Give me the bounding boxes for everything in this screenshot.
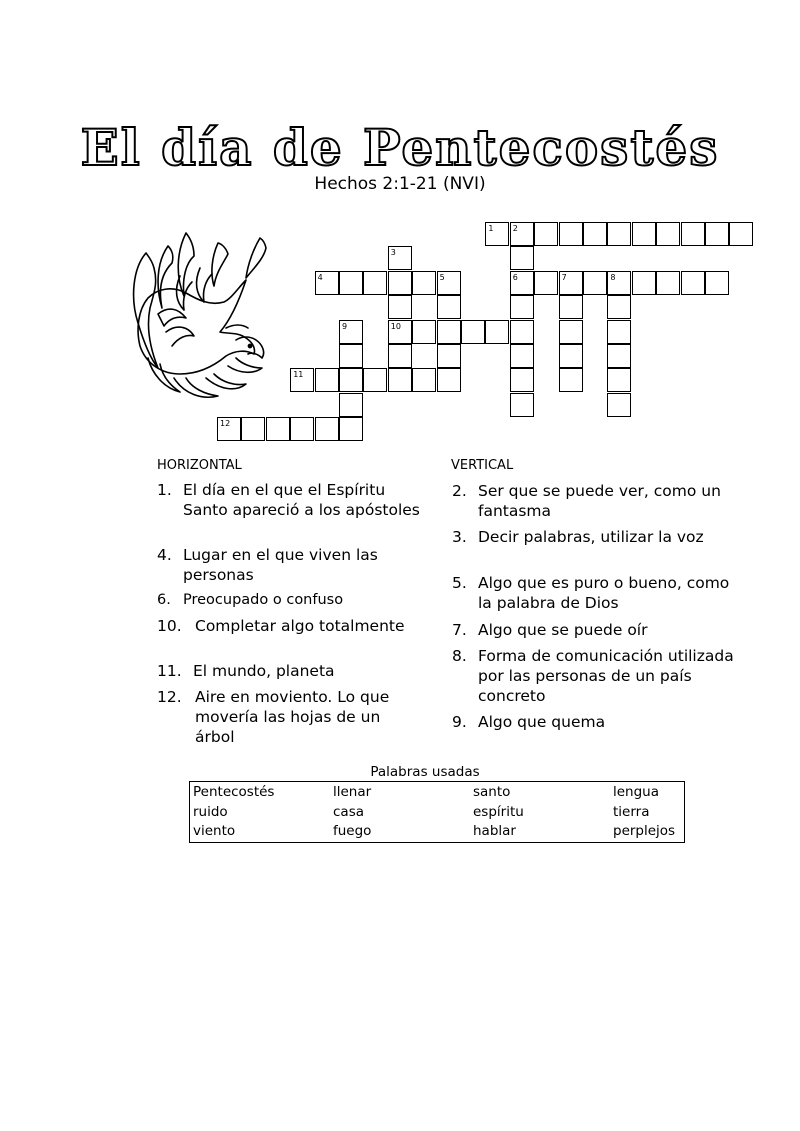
clue-vertical-7: [452, 620, 742, 640]
cell-number: 2: [512, 224, 518, 233]
clue-text: Algo que quema: [478, 713, 606, 731]
cell-number: 1: [488, 224, 494, 233]
crossword-grid: [0, 0, 800, 460]
page-subtitle: Hechos 2:1-21 (NVI): [314, 174, 486, 194]
crossword-cell[interactable]: [607, 222, 631, 246]
crossword-cell[interactable]: [534, 271, 558, 295]
horizontal-heading: HORIZONTAL: [157, 458, 242, 473]
crossword-cell[interactable]: [607, 271, 631, 295]
crossword-cell[interactable]: [534, 222, 558, 246]
word-bank-title: Palabras usadas: [370, 764, 480, 780]
crossword-cell[interactable]: [388, 344, 412, 368]
clue-text: Aire en moviento. Lo que movería las hojas de un árbol: [195, 688, 390, 746]
crossword-cell[interactable]: [485, 222, 509, 246]
crossword-cell[interactable]: [510, 368, 534, 392]
clue-number: 6.: [157, 592, 171, 608]
clue-text: Completar algo totalmente: [195, 617, 405, 635]
word-bank-table: [189, 781, 685, 843]
crossword-cell[interactable]: [656, 222, 680, 246]
word-bank-cell: perplejos: [613, 823, 676, 839]
crossword-cell[interactable]: [290, 368, 314, 392]
clue-number: 4.: [157, 546, 172, 564]
crossword-cell[interactable]: [290, 417, 314, 441]
crossword-cell[interactable]: [607, 344, 631, 368]
crossword-cell[interactable]: [217, 417, 241, 441]
crossword-cell[interactable]: [559, 344, 583, 368]
crossword-cell[interactable]: [388, 320, 412, 344]
crossword-cell[interactable]: [583, 271, 607, 295]
crossword-cell[interactable]: [315, 417, 339, 441]
vertical-heading: VERTICAL: [451, 458, 514, 473]
crossword-cell[interactable]: [339, 393, 363, 417]
crossword-cell[interactable]: [266, 417, 290, 441]
clue-text: Lugar en el que viven las personas: [183, 546, 378, 584]
crossword-cell[interactable]: [485, 320, 509, 344]
cell-number: 6: [512, 272, 518, 282]
clue-vertical-5: [452, 573, 742, 613]
page-title: El día de Pentecostés: [80, 118, 720, 177]
crossword-cell[interactable]: [388, 295, 412, 319]
clue-text: Ser que se puede ver, como un fantasma: [478, 482, 721, 520]
crossword-cell[interactable]: [607, 320, 631, 344]
crossword-cell[interactable]: [705, 271, 729, 295]
clue-number: 8.: [452, 647, 467, 665]
clue-number: 5.: [452, 574, 467, 592]
word-bank-cell: casa: [333, 804, 365, 820]
clue-number: 3.: [452, 528, 467, 546]
crossword-cell[interactable]: [241, 417, 265, 441]
crossword-cell[interactable]: [510, 246, 534, 270]
clue-text: Algo que se puede oír: [478, 621, 648, 639]
clue-horizontal-6: [157, 590, 427, 610]
clue-horizontal-1: [157, 480, 427, 520]
clue-number: 12.: [157, 688, 182, 706]
clue-horizontal-11: [157, 661, 427, 681]
cell-number: 11: [293, 370, 304, 380]
cell-number: 9: [342, 321, 348, 331]
clue-text: Decir palabras, utilizar la voz: [478, 528, 704, 546]
crossword-cell[interactable]: [607, 393, 631, 417]
crossword-cell[interactable]: [363, 271, 387, 295]
crossword-cell[interactable]: [510, 295, 534, 319]
word-bank-cell: espíritu: [473, 804, 524, 820]
clue-text: Algo que es puro o bueno, como la palabra de Dios: [478, 574, 730, 612]
crossword-cell[interactable]: [339, 417, 363, 441]
crossword-cell[interactable]: [437, 320, 461, 344]
crossword-cell[interactable]: [339, 344, 363, 368]
crossword-cell[interactable]: [315, 368, 339, 392]
crossword-cell[interactable]: [363, 368, 387, 392]
crossword-cell[interactable]: [656, 271, 680, 295]
crossword-cell[interactable]: [388, 271, 412, 295]
crossword-cell[interactable]: [510, 320, 534, 344]
clue-number: 1.: [157, 481, 172, 499]
clue-text: El mundo, planeta: [193, 662, 335, 680]
crossword-cell[interactable]: [388, 368, 412, 392]
clue-vertical-2: [452, 481, 742, 521]
clue-number: 2.: [452, 482, 467, 500]
crossword-cell[interactable]: [559, 222, 583, 246]
crossword-cell[interactable]: [315, 271, 339, 295]
cell-number: 3: [390, 248, 396, 258]
clue-number: 9.: [452, 713, 467, 731]
word-bank-cell: Pentecostés: [193, 784, 275, 800]
crossword-cell[interactable]: [583, 222, 607, 246]
crossword-cell[interactable]: [607, 368, 631, 392]
cell-number: 5: [439, 272, 445, 282]
crossword-cell[interactable]: [437, 271, 461, 295]
clue-text: Preocupado o confuso: [183, 592, 344, 608]
clue-number: 10.: [157, 617, 182, 635]
clue-vertical-8: [452, 646, 742, 706]
crossword-cell[interactable]: [461, 320, 485, 344]
word-bank-cell: viento: [193, 823, 236, 839]
crossword-cell[interactable]: [437, 295, 461, 319]
clue-horizontal-12: [157, 687, 417, 747]
crossword-cell[interactable]: [681, 222, 705, 246]
clue-text: Forma de comunicación utilizada por las personas de un país concreto: [478, 647, 734, 705]
crossword-cell[interactable]: [437, 344, 461, 368]
word-bank-cell: llenar: [333, 784, 372, 800]
clue-text: El día en el que el Espíritu Santo apareció a los apóstoles: [183, 481, 420, 519]
clue-number: 11.: [157, 662, 182, 680]
crossword-cell[interactable]: [510, 222, 534, 246]
cell-number: 7: [561, 272, 567, 282]
clue-vertical-9: [452, 712, 742, 732]
crossword-cell[interactable]: [681, 271, 705, 295]
clue-horizontal-4: [157, 545, 417, 585]
word-bank-cell: lengua: [613, 784, 660, 800]
word-bank-cell: ruido: [193, 804, 228, 820]
crossword-cell[interactable]: [607, 295, 631, 319]
crossword-cell[interactable]: [339, 271, 363, 295]
horizontal-clues: [157, 458, 457, 479]
crossword-cell[interactable]: [729, 222, 753, 246]
crossword-cell[interactable]: [705, 222, 729, 246]
clue-horizontal-10: [157, 616, 427, 636]
crossword-cell[interactable]: [339, 368, 363, 392]
crossword-cell[interactable]: [339, 320, 363, 344]
cell-number: 12: [220, 419, 231, 429]
crossword-cell[interactable]: [559, 320, 583, 344]
crossword-cell[interactable]: [412, 271, 436, 295]
crossword-cell[interactable]: [412, 320, 436, 344]
cell-number: 10: [390, 321, 401, 331]
cell-number: 4: [317, 272, 323, 282]
word-bank-cell: hablar: [473, 823, 516, 839]
crossword-cell[interactable]: [510, 344, 534, 368]
crossword-cell[interactable]: [388, 246, 412, 270]
cell-number: 8: [610, 272, 616, 282]
crossword-cell[interactable]: [632, 222, 656, 246]
crossword-cell[interactable]: [510, 393, 534, 417]
crossword-cell[interactable]: [632, 271, 656, 295]
crossword-cell[interactable]: [437, 368, 461, 392]
vertical-clues: [451, 458, 751, 479]
crossword-cell[interactable]: [510, 271, 534, 295]
word-bank-cell: fuego: [333, 823, 372, 839]
crossword-cell[interactable]: [559, 295, 583, 319]
crossword-cell[interactable]: [559, 271, 583, 295]
clue-vertical-3: [452, 527, 752, 547]
word-bank-cell: tierra: [613, 804, 650, 820]
word-bank-cell: santo: [473, 784, 511, 800]
clue-number: 7.: [452, 621, 467, 639]
crossword-cell[interactable]: [559, 368, 583, 392]
crossword-cell[interactable]: [412, 368, 436, 392]
